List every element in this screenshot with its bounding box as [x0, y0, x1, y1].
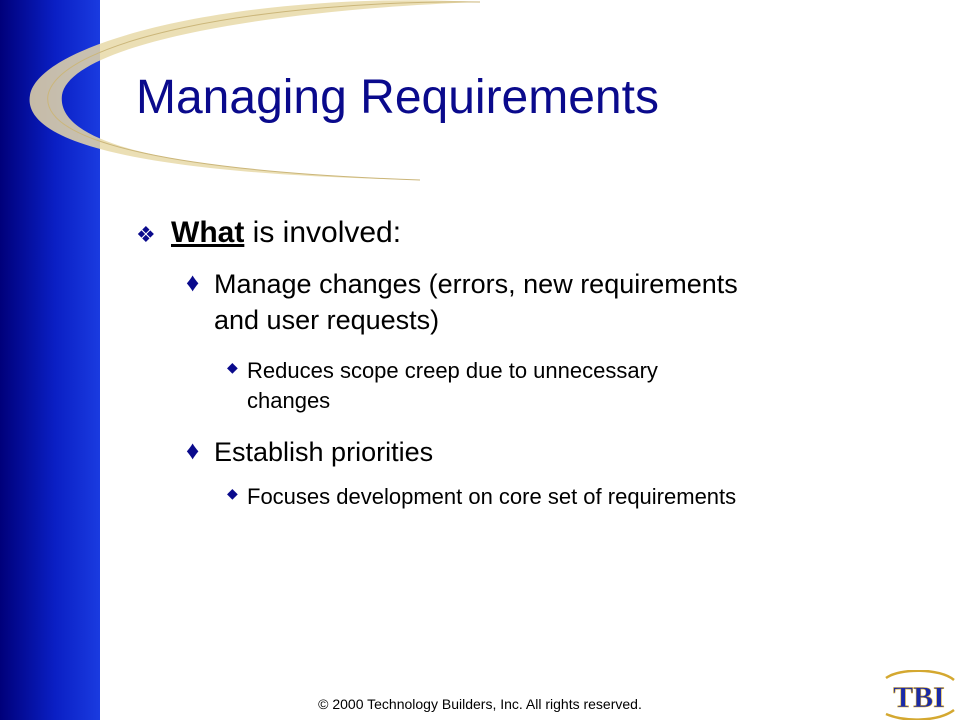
sub-sub-bullet-line-1: Reduces scope creep due to unnecessary	[247, 358, 658, 383]
diamond-icon: ♦	[186, 267, 200, 297]
small-diamond-icon: ◆	[227, 485, 238, 501]
diamond-star-icon: ❖	[136, 222, 156, 247]
tbi-logo	[880, 670, 958, 720]
sub-bullet-line-2: and user requests)	[214, 305, 440, 335]
sub-bullet-text: Establish priorities	[214, 437, 434, 467]
keyword-what: What	[171, 216, 245, 249]
logo-text: TBI	[893, 681, 945, 714]
sub-bullet-line-1: Manage changes (errors, new requirements	[214, 269, 738, 299]
bullet-text: is involved:	[244, 216, 402, 249]
copyright-footer: © 2000 Technology Builders, Inc. All rights reserved.	[318, 696, 642, 712]
small-diamond-icon: ◆	[227, 359, 238, 375]
diamond-icon: ♦	[186, 435, 200, 465]
slide-title: Managing Requirements	[136, 71, 659, 124]
sub-sub-bullet-text: Focuses development on core set of requirements	[247, 484, 737, 509]
sub-sub-bullet-line-2: changes	[247, 388, 331, 413]
